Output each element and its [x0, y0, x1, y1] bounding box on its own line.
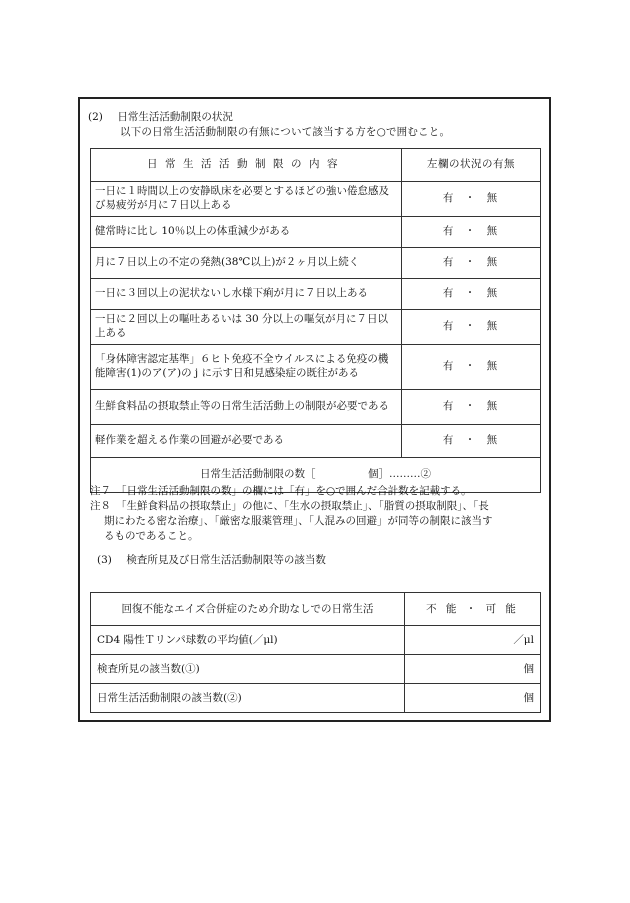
- yes-no-selector[interactable]: 有 ・ 無: [402, 425, 541, 458]
- row-content: 一日に３回以上の泥状ないし水様下痢が月に７日以上ある: [91, 279, 402, 310]
- table-row: [91, 684, 541, 713]
- yes-no-selector[interactable]: 有 ・ 無: [402, 345, 541, 390]
- table-row: [91, 310, 541, 345]
- yes-no-selector[interactable]: 有 ・ 無: [402, 279, 541, 310]
- table-row: [91, 182, 541, 217]
- note-8-line-1: 「生鮮食料品の摂取禁止」の他に、「生水の摂取禁止」、「脂質の摂取制限」、「長: [116, 500, 489, 512]
- yes-no-selector[interactable]: 有 ・ 無: [402, 248, 541, 279]
- note-8-label: 注８: [90, 500, 111, 512]
- note-8: [90, 499, 489, 513]
- table-row: [91, 217, 541, 248]
- yes-no-selector[interactable]: 有 ・ 無: [402, 310, 541, 345]
- possible-impossible-selector[interactable]: 不 能 ・ 可 能: [405, 593, 541, 626]
- yes-no-selector[interactable]: 有 ・ 無: [402, 390, 541, 425]
- note-8-line-2: 期にわたる密な治療」、「厳密な服薬管理」、「人混みの回避」が同等の制限に該当す: [104, 515, 493, 527]
- daily-life-label: 回復不能なエイズ合併症のため介助なしでの日常生活: [91, 593, 405, 626]
- header-status: 左欄の状況の有無: [402, 149, 541, 182]
- restriction-count-summary-field[interactable]: 個: [405, 684, 541, 713]
- row-content: 健常時に比し 10％以上の体重減少がある: [91, 217, 402, 248]
- section-2-number: (2): [88, 111, 103, 123]
- row-content: 「身体障害認定基準」６ヒト免疫不全ウイルスによる免疫の機能障害(1)のア(ア)の j に示す日和見感染症の既往がある: [91, 345, 402, 390]
- note-7: [90, 484, 472, 498]
- row-content: 軽作業を超える作業の回避が必要である: [91, 425, 402, 458]
- row-content: 生鮮食料品の摂取禁止等の日常生活活動上の制限が必要である: [91, 390, 402, 425]
- table-row: [91, 390, 541, 425]
- row-content: 一日に１時間以上の安静臥床を必要とするほどの強い倦怠感及び易疲労が月に７日以上ある: [91, 182, 402, 217]
- table-row: [91, 425, 541, 458]
- section-2-heading: [88, 110, 233, 124]
- table-row: [91, 626, 541, 655]
- table-header-row: [91, 149, 541, 182]
- summary-table: [90, 592, 541, 713]
- section-3-heading: [97, 553, 326, 567]
- yes-no-selector[interactable]: 有 ・ 無: [402, 217, 541, 248]
- lab-findings-count-label: 検査所見の該当数(①): [91, 655, 405, 684]
- yes-no-selector[interactable]: 有 ・ 無: [402, 182, 541, 217]
- table-row: [91, 655, 541, 684]
- table-row: [91, 593, 541, 626]
- cd4-count-field[interactable]: ／μl: [405, 626, 541, 655]
- section-3-title: 検査所見及び日常生活活動制限等の該当数: [126, 554, 326, 566]
- activity-restriction-table: [90, 148, 541, 493]
- section-3-number: (3): [97, 554, 112, 566]
- restriction-count-label: 日常生活活動制限の該当数(②): [91, 684, 405, 713]
- table-row: [91, 279, 541, 310]
- row-content: 月に７日以上の不定の発熱(38℃以上)が２ヶ月以上続く: [91, 248, 402, 279]
- restriction-count-field[interactable]: 日常生活活動制限の数［ 個］………②: [91, 458, 541, 493]
- table-row: [91, 345, 541, 390]
- row-content: 一日に２回以上の嘔吐あるいは 30 分以上の嘔気が月に７日以上ある: [91, 310, 402, 345]
- header-content: 日常生活活動制限の内容: [91, 149, 402, 182]
- note-7-text: 「日常生活活動制限の数」の欄には「有」を○で囲んだ合計数を記載する。: [116, 485, 472, 497]
- lab-findings-count-field[interactable]: 個: [405, 655, 541, 684]
- note-7-label: 注７: [90, 485, 111, 497]
- section-2-title: 日常生活活動制限の状況: [117, 111, 233, 123]
- section-2-instruction: 以下の日常生活活動制限の有無について該当する方を○で囲むこと。: [120, 126, 451, 138]
- table-row: [91, 248, 541, 279]
- cd4-count-label: CD4 陽性Ｔリンパ球数の平均値(／μl): [91, 626, 405, 655]
- note-8-line-3: るものであること。: [104, 530, 199, 542]
